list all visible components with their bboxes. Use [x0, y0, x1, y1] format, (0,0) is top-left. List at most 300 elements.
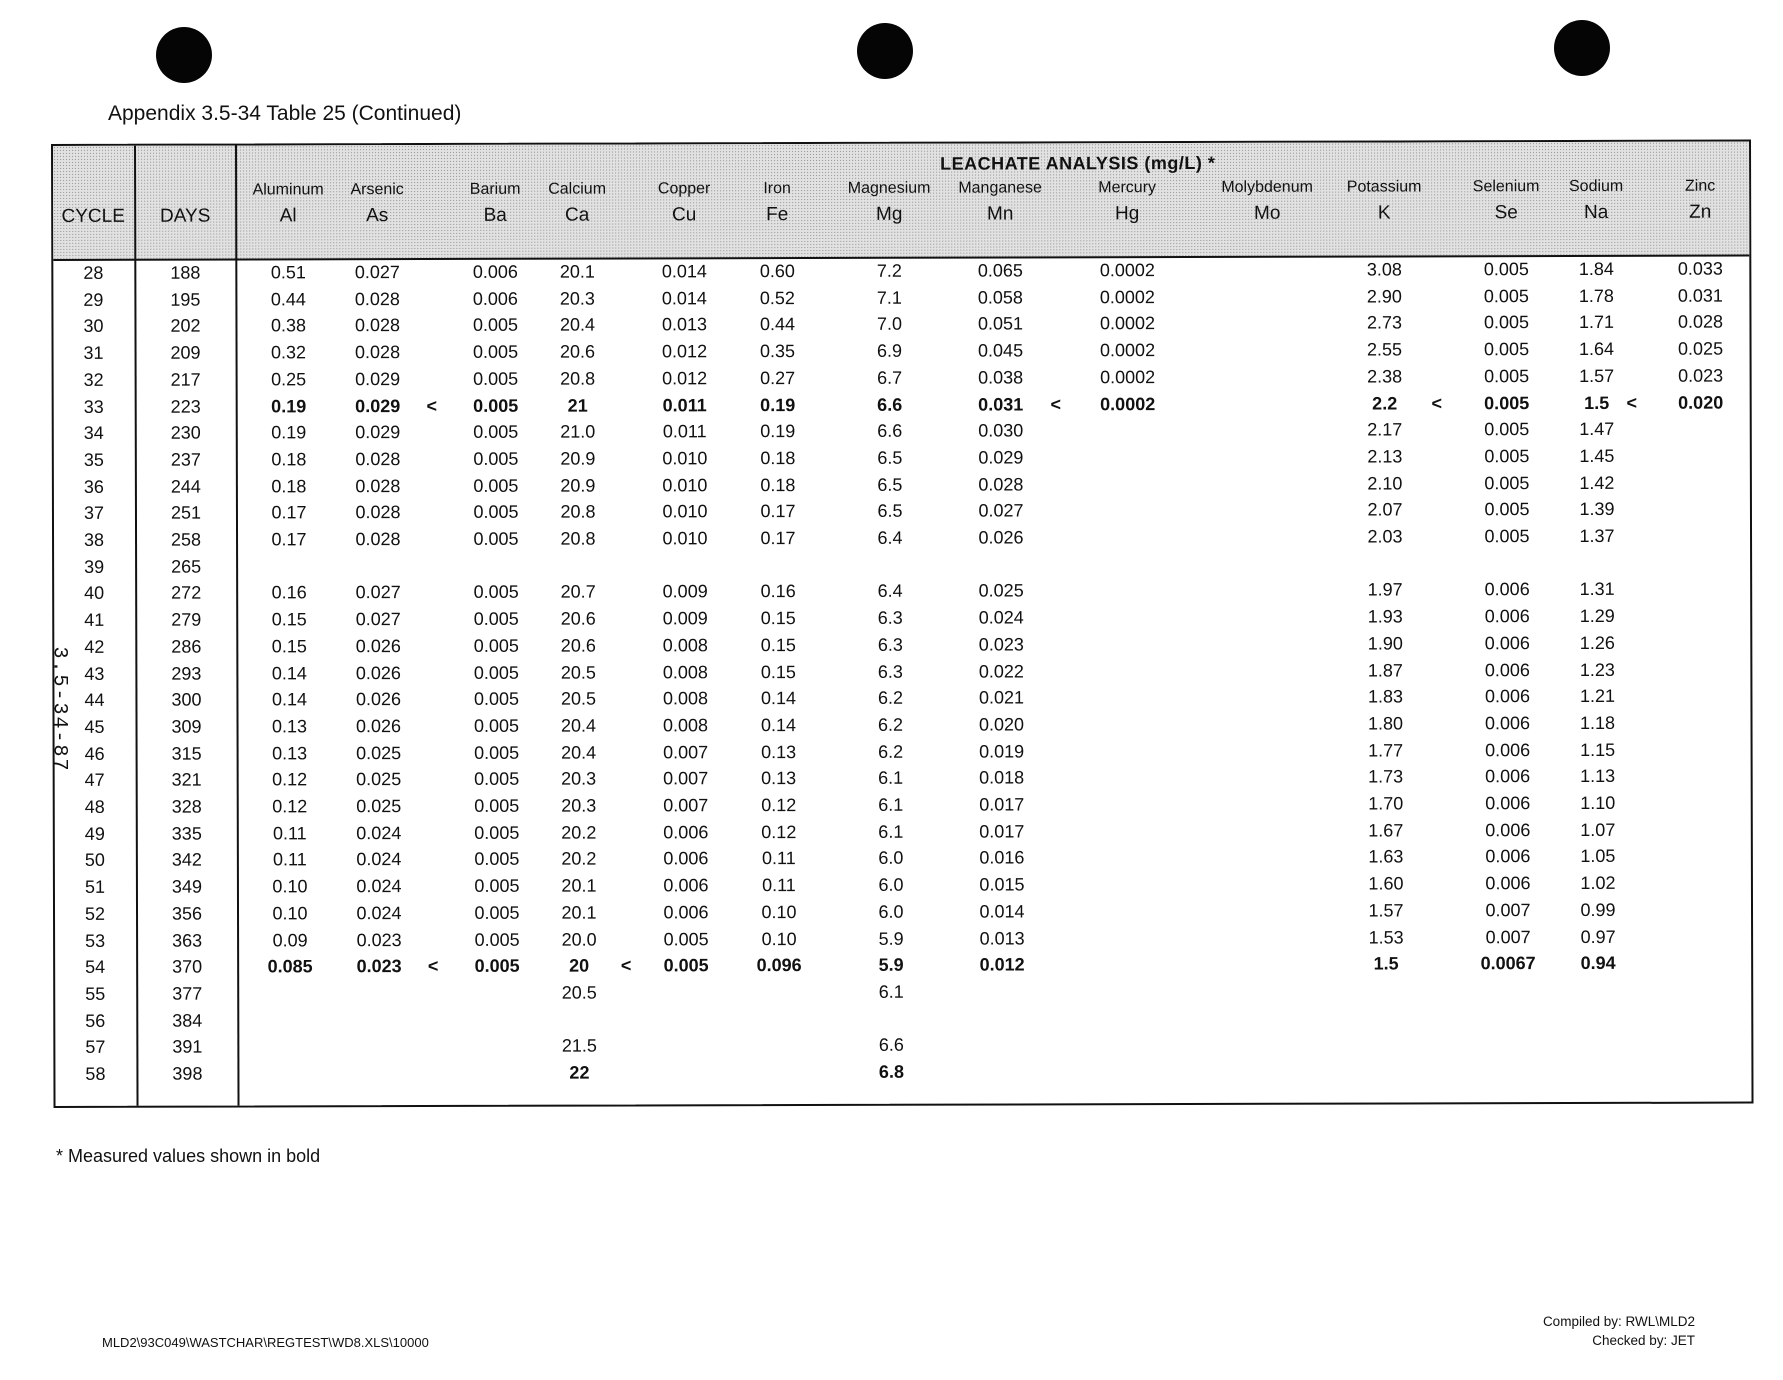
value-cell-ba: 0.005 [473, 582, 519, 603]
value-cell-ca: 20.3 [561, 795, 597, 816]
value-cell-mg: 6.6 [877, 420, 903, 442]
value-cell-mg: 6.3 [877, 607, 903, 628]
value-cell-na: 1.84 [1578, 258, 1614, 280]
cycle-cell: 48 [84, 796, 105, 817]
value-cell-na: 1.39 [1579, 499, 1615, 520]
value-cell-na: 1.13 [1580, 766, 1616, 787]
value-cell-k: 1.97 [1367, 579, 1403, 600]
days-cell: 309 [171, 716, 202, 737]
value-cell-al: 0.18 [271, 449, 307, 470]
days-cell: 349 [171, 876, 202, 897]
cycle-cell: 49 [84, 823, 105, 844]
column-symbol-mo: Mo [1253, 202, 1281, 224]
column-name-hg: Mercury [1098, 179, 1157, 197]
value-cell-cu: 0.006 [663, 821, 709, 843]
cycle-cell: 36 [83, 476, 104, 497]
value-cell-mn: 0.065 [977, 260, 1023, 281]
value-cell-fe: 0.18 [760, 474, 796, 495]
value-cell-na: 1.64 [1578, 339, 1615, 360]
footnote: * Measured values shown in bold [56, 1146, 321, 1166]
value-cell-k: 2.38 [1367, 366, 1403, 387]
cycle-cell: 45 [84, 716, 105, 737]
value-cell-na: 1.07 [1580, 819, 1616, 840]
value-cell-al: 0.17 [271, 529, 307, 550]
value-cell-cu: 0.005 [663, 955, 709, 976]
value-cell-as: 0.025 [356, 769, 402, 790]
value-cell-fe: 0.13 [761, 768, 797, 789]
value-cell-as: 0.029 [355, 368, 401, 390]
value-cell-ca: 21.5 [561, 1035, 597, 1056]
value-cell-mg: 6.7 [877, 367, 903, 388]
value-cell-as: 0.027 [355, 582, 401, 603]
value-cell-ca: 20.6 [559, 341, 596, 362]
column-name-na: Sodium [1568, 177, 1624, 196]
value-cell-cu: 0.008 [662, 688, 709, 709]
value-cell-na: 1.18 [1579, 712, 1616, 733]
value-cell-mg: 6.6 [878, 1035, 904, 1056]
value-cell-mg: 6.3 [877, 634, 903, 655]
less-than-sign: < [620, 955, 632, 976]
value-cell-ba: 0.005 [473, 528, 519, 549]
binder-hole-left [156, 27, 212, 83]
value-cell-na: 1.78 [1578, 285, 1614, 306]
value-cell-as: 0.023 [356, 929, 402, 950]
value-cell-fe: 0.52 [759, 287, 795, 308]
column-symbol-mg: Mg [875, 203, 903, 225]
value-cell-fe: 0.12 [761, 821, 797, 842]
value-cell-zn: 0.025 [1677, 338, 1724, 359]
days-cell: 223 [170, 396, 201, 417]
value-cell-mg: 7.0 [876, 314, 903, 335]
value-cell-al: 0.14 [271, 662, 307, 683]
value-cell-mg: 6.4 [877, 527, 903, 548]
value-cell-se: 0.005 [1483, 259, 1529, 280]
cycle-cell: 33 [83, 396, 104, 417]
value-cell-mn: 0.030 [978, 420, 1024, 441]
cycle-cell: 31 [83, 342, 104, 364]
value-cell-k: 2.07 [1367, 499, 1403, 520]
cycle-cell: 30 [83, 316, 104, 337]
value-cell-ba: 0.005 [473, 421, 519, 443]
value-cell-se: 0.005 [1484, 419, 1530, 440]
value-cell-na: 1.21 [1579, 686, 1616, 707]
days-cell: 356 [171, 903, 203, 924]
value-cell-fe: 0.15 [760, 661, 796, 682]
cycle-cell: 47 [84, 770, 105, 791]
value-cell-fe: 0.096 [756, 955, 802, 976]
days-cell: 230 [170, 422, 201, 443]
value-cell-fe: 0.17 [760, 501, 796, 522]
value-cell-se: 0.006 [1484, 632, 1530, 654]
days-cell: 244 [170, 476, 201, 497]
value-cell-ca: 22 [569, 1062, 590, 1083]
value-cell-as: 0.024 [356, 849, 402, 870]
days-cell: 188 [170, 262, 201, 283]
value-cell-mg: 6.1 [878, 794, 904, 815]
value-cell-ca: 20.4 [561, 742, 597, 763]
compiled-by: Compiled by: RWL\MLD2 [1542, 1314, 1695, 1329]
value-cell-mg: 6.2 [877, 687, 903, 709]
value-cell-mg: 6.2 [877, 714, 904, 735]
value-cell-zn: 0.020 [1678, 392, 1724, 413]
column-name-ca: Calcium [548, 180, 607, 198]
cycle-cell: 41 [84, 609, 105, 631]
value-cell-mg: 6.0 [878, 901, 904, 922]
value-cell-cu: 0.009 [662, 608, 708, 629]
value-cell-ca: 20.1 [561, 902, 597, 923]
days-cell: 279 [171, 609, 202, 630]
value-cell-as: 0.026 [355, 662, 401, 683]
column-name-zn: Zinc [1684, 177, 1716, 195]
value-cell-na: 1.37 [1579, 525, 1615, 546]
value-cell-se: 0.005 [1483, 312, 1530, 333]
cycle-cell: 43 [84, 663, 105, 684]
value-cell-hg: 0.0002 [1099, 260, 1155, 281]
column-name-mo: Molybdenum [1221, 178, 1313, 196]
value-cell-se: 0.005 [1484, 446, 1530, 467]
value-cell-ba: 0.006 [472, 261, 518, 282]
days-cell: 272 [171, 582, 202, 604]
value-cell-k: 2.2 [1372, 392, 1398, 414]
value-cell-hg: 0.0002 [1099, 313, 1156, 334]
days-cell: 202 [170, 315, 201, 337]
value-cell-k: 1.73 [1368, 766, 1404, 787]
days-cell: 342 [171, 849, 202, 871]
value-cell-mg: 6.6 [877, 394, 903, 415]
value-cell-al: 0.18 [271, 475, 307, 497]
value-cell-ca: 20 [569, 955, 590, 976]
value-cell-mg: 6.1 [878, 821, 904, 842]
value-cell-cu: 0.012 [662, 368, 708, 389]
value-cell-ca: 20.7 [560, 581, 596, 603]
value-cell-al: 0.13 [272, 742, 308, 764]
cycle-cell: 54 [85, 957, 106, 978]
value-cell-al: 0.12 [272, 796, 308, 817]
less-than-sign: < [1050, 393, 1061, 414]
value-cell-mg: 6.5 [877, 474, 903, 495]
value-cell-mn: 0.038 [978, 367, 1024, 388]
value-cell-al: 0.15 [271, 636, 307, 657]
value-cell-se: 0.007 [1485, 926, 1531, 947]
value-cell-na: 1.05 [1580, 846, 1616, 867]
days-cell: 300 [171, 689, 202, 710]
value-cell-fe: 0.14 [760, 688, 797, 709]
value-cell-fe: 0.11 [762, 875, 796, 896]
value-cell-mg: 6.0 [878, 848, 904, 869]
value-cell-fe: 0.17 [760, 528, 796, 549]
column-name-as: Arsenic [350, 181, 404, 199]
days-cell: 363 [172, 930, 203, 951]
cycle-cell: 29 [83, 289, 104, 310]
value-cell-k: 1.57 [1368, 900, 1404, 921]
value-cell-mn: 0.022 [978, 660, 1024, 682]
value-cell-ca: 20.4 [559, 314, 596, 336]
value-cell-cu: 0.013 [661, 314, 708, 335]
column-name-se: Selenium [1472, 178, 1540, 196]
value-cell-cu: 0.014 [661, 287, 707, 309]
value-cell-se: 0.005 [1484, 472, 1530, 493]
value-cell-al: 0.10 [272, 876, 308, 897]
value-cell-k: 1.77 [1368, 740, 1404, 761]
value-cell-fe: 0.11 [761, 848, 796, 869]
value-cell-k: 1.83 [1367, 686, 1404, 707]
value-cell-mg: 7.2 [876, 260, 902, 281]
cycle-cell: 40 [84, 583, 105, 604]
value-cell-k: 1.67 [1368, 820, 1404, 841]
cycle-cell: 34 [83, 423, 104, 444]
checked-by: Checked by: JET [1592, 1333, 1695, 1348]
value-cell-fe: 0.10 [761, 901, 797, 922]
column-name-fe: Iron [763, 180, 791, 198]
value-cell-na: 1.29 [1579, 606, 1615, 627]
value-cell-zn: 0.033 [1677, 258, 1723, 279]
value-cell-mn: 0.012 [979, 954, 1025, 975]
value-cell-al: 0.51 [270, 262, 306, 283]
value-cell-k: 1.63 [1368, 846, 1404, 867]
value-cell-ba: 0.005 [473, 395, 519, 416]
column-symbol-zn: Zn [1689, 201, 1712, 223]
column-name-ba: Barium [469, 180, 521, 198]
value-cell-ba: 0.005 [473, 635, 519, 656]
value-cell-mg: 7.1 [876, 287, 902, 308]
value-cell-ca: 20.5 [560, 662, 596, 683]
value-cell-se: 0.006 [1485, 793, 1531, 814]
days-cell: 286 [171, 636, 202, 657]
page-title: Appendix 3.5-34 Table 25 (Continued) [108, 102, 462, 125]
value-cell-as: 0.026 [355, 715, 402, 737]
value-cell-as: 0.024 [356, 822, 402, 843]
value-cell-ca: 20.9 [560, 475, 596, 496]
cycle-cell: 58 [85, 1063, 106, 1084]
cycle-header: CYCLE [61, 205, 125, 227]
cycle-cell: 28 [83, 262, 104, 283]
days-cell: 321 [171, 769, 202, 790]
binder-hole-right [1554, 20, 1610, 76]
days-cell: 398 [172, 1063, 203, 1084]
value-cell-ba: 0.005 [473, 662, 519, 683]
days-cell: 237 [170, 449, 201, 470]
column-symbol-al: Al [279, 205, 297, 227]
value-cell-se: 0.006 [1484, 713, 1531, 734]
cycle-cell: 56 [85, 1010, 106, 1031]
value-cell-k: 1.60 [1368, 873, 1404, 894]
value-cell-al: 0.13 [271, 716, 308, 737]
value-cell-ca: 20.1 [561, 875, 597, 896]
value-cell-al: 0.15 [271, 609, 307, 630]
value-cell-mg: 6.9 [877, 340, 903, 361]
value-cell-as: 0.028 [355, 529, 401, 550]
column-symbol-se: Se [1494, 202, 1518, 224]
value-cell-ca: 20.9 [560, 448, 596, 469]
value-cell-ca: 20.4 [560, 715, 597, 736]
less-than-sign: < [1431, 392, 1442, 413]
value-cell-se: 0.006 [1485, 846, 1531, 867]
value-cell-se: 0.006 [1485, 873, 1531, 894]
value-cell-ca: 20.5 [560, 688, 597, 709]
value-cell-fe: 0.19 [760, 421, 796, 442]
file-path: MLD2\93C049\WASTCHAR\REGTEST\WD8.XLS\10000 [102, 1335, 429, 1350]
value-cell-mn: 0.017 [979, 794, 1025, 815]
less-than-sign: < [426, 395, 437, 416]
value-cell-as: 0.028 [355, 475, 401, 496]
value-cell-ba: 0.005 [474, 929, 520, 950]
value-cell-ba: 0.005 [474, 795, 520, 816]
value-cell-se: 0.006 [1485, 739, 1531, 760]
value-cell-as: 0.026 [355, 689, 402, 710]
value-cell-cu: 0.008 [662, 715, 709, 736]
value-cell-cu: 0.007 [663, 741, 709, 762]
column-name-cu: Copper [657, 180, 711, 198]
value-cell-ba: 0.005 [474, 849, 520, 870]
column-symbol-ba: Ba [483, 204, 507, 226]
value-cell-hg: 0.0002 [1100, 366, 1156, 388]
value-cell-mn: 0.013 [979, 927, 1025, 949]
value-cell-mn: 0.021 [978, 687, 1025, 708]
value-cell-k: 2.03 [1367, 526, 1403, 547]
value-cell-as: 0.028 [354, 315, 401, 336]
value-cell-k: 2.13 [1367, 446, 1403, 467]
value-cell-cu: 0.010 [662, 528, 708, 549]
cycle-cell: 44 [84, 690, 105, 711]
cycle-cell: 42 [84, 636, 105, 657]
cycle-cell: 32 [83, 369, 104, 390]
leachate-table [51, 140, 1754, 1108]
value-cell-ba: 0.005 [474, 769, 520, 790]
value-cell-cu: 0.010 [662, 474, 708, 495]
days-cell: 265 [171, 556, 202, 577]
column-symbol-na: Na [1584, 201, 1609, 223]
value-cell-fe: 0.19 [760, 394, 796, 415]
days-header: DAYS [159, 205, 211, 227]
value-cell-k: 1.90 [1367, 633, 1403, 654]
value-cell-ca: 20.3 [561, 768, 597, 789]
value-cell-as: 0.024 [356, 902, 402, 923]
days-cell: 315 [171, 743, 202, 764]
value-cell-al: 0.16 [271, 582, 307, 603]
value-cell-k: 1.70 [1368, 793, 1404, 814]
value-cell-k: 2.55 [1366, 339, 1403, 360]
value-cell-al: 0.09 [272, 929, 308, 950]
value-cell-as: 0.029 [355, 395, 401, 416]
value-cell-mg: 6.5 [877, 447, 903, 468]
value-cell-fe: 0.15 [760, 608, 796, 629]
value-cell-ca: 21 [567, 395, 588, 416]
value-cell-mg: 6.3 [877, 661, 903, 682]
value-cell-se: 0.006 [1485, 766, 1531, 787]
value-cell-ca: 20.5 [561, 982, 597, 1003]
value-cell-mn: 0.023 [978, 634, 1024, 655]
value-cell-fe: 0.60 [759, 261, 795, 282]
value-cell-fe: 0.15 [760, 634, 796, 655]
cycle-cell: 53 [85, 930, 106, 951]
value-cell-al: 0.14 [271, 689, 308, 710]
value-cell-se: 0.005 [1484, 526, 1530, 547]
value-cell-mg: 5.9 [878, 954, 904, 976]
value-cell-mn: 0.015 [979, 874, 1025, 895]
value-cell-cu: 0.005 [663, 928, 709, 949]
value-cell-na: 1.42 [1579, 472, 1615, 493]
value-cell-ca: 20.2 [561, 822, 597, 843]
value-cell-se: 0.006 [1484, 659, 1530, 680]
value-cell-fe: 0.44 [759, 314, 796, 335]
less-than-sign: < [427, 956, 439, 977]
value-cell-as: 0.028 [354, 288, 400, 309]
days-cell: 217 [170, 369, 201, 390]
value-cell-fe: 0.13 [761, 741, 797, 762]
value-cell-ba: 0.005 [474, 955, 520, 977]
value-cell-zn: 0.031 [1677, 285, 1723, 306]
value-cell-as: 0.027 [355, 609, 401, 630]
value-cell-mg: 6.1 [878, 768, 904, 789]
value-cell-mg: 5.9 [878, 928, 904, 949]
value-cell-se: 0.0067 [1480, 953, 1536, 974]
value-cell-mn: 0.020 [978, 714, 1025, 735]
value-cell-al: 0.25 [271, 369, 307, 390]
value-cell-fe: 0.16 [760, 581, 796, 602]
days-cell: 384 [172, 1010, 203, 1031]
value-cell-se: 0.006 [1484, 606, 1530, 627]
value-cell-mg: 6.4 [877, 581, 903, 602]
value-cell-cu: 0.006 [663, 875, 709, 896]
value-cell-cu: 0.011 [662, 394, 707, 415]
value-cell-ba: 0.005 [473, 715, 520, 736]
value-cell-ca: 20.8 [560, 368, 596, 389]
value-cell-mg: 6.8 [878, 1061, 904, 1082]
value-cell-cu: 0.006 [663, 848, 709, 869]
value-cell-zn: 0.028 [1677, 312, 1724, 333]
column-name-al: Aluminum [252, 181, 324, 199]
value-cell-hg: 0.0002 [1100, 393, 1156, 414]
cycle-cell: 46 [84, 743, 105, 764]
value-cell-ca: 20.1 [559, 261, 595, 282]
column-divider [134, 146, 139, 1106]
days-cell: 335 [171, 823, 202, 844]
value-cell-k: 2.90 [1366, 286, 1402, 307]
days-cell: 377 [172, 983, 203, 1004]
value-cell-mn: 0.024 [978, 607, 1024, 628]
value-cell-al: 0.19 [271, 422, 307, 443]
value-cell-cu: 0.007 [663, 768, 709, 789]
value-cell-na: 0.97 [1580, 926, 1616, 947]
value-cell-as: 0.028 [354, 342, 401, 363]
cycle-cell: 35 [83, 449, 104, 470]
value-cell-k: 1.80 [1367, 713, 1404, 734]
value-cell-mn: 0.058 [977, 287, 1023, 308]
value-cell-mn: 0.016 [979, 847, 1025, 868]
value-cell-as: 0.028 [355, 448, 401, 470]
value-cell-as: 0.029 [355, 422, 401, 443]
value-cell-mg: 6.5 [877, 501, 903, 522]
cycle-cell: 51 [84, 876, 105, 898]
value-cell-fe: 0.18 [760, 447, 796, 469]
cycle-cell: 50 [84, 850, 105, 871]
column-symbol-ca: Ca [565, 204, 590, 226]
value-cell-ba: 0.005 [473, 608, 519, 629]
value-cell-ba: 0.005 [472, 341, 519, 362]
value-cell-mg: 6.0 [878, 874, 904, 895]
cycle-cell: 57 [85, 1037, 106, 1058]
value-cell-se: 0.005 [1483, 339, 1530, 360]
column-symbol-hg: Hg [1115, 203, 1140, 225]
value-cell-ba: 0.005 [474, 822, 520, 843]
value-cell-hg: 0.0002 [1099, 286, 1155, 307]
value-cell-na: 1.26 [1579, 632, 1615, 653]
value-cell-zn: 0.023 [1678, 365, 1724, 386]
value-cell-mn: 0.025 [978, 580, 1024, 601]
value-cell-na: 1.45 [1579, 445, 1615, 466]
value-cell-ca: 20.8 [560, 528, 596, 549]
value-cell-cu: 0.008 [662, 635, 708, 656]
